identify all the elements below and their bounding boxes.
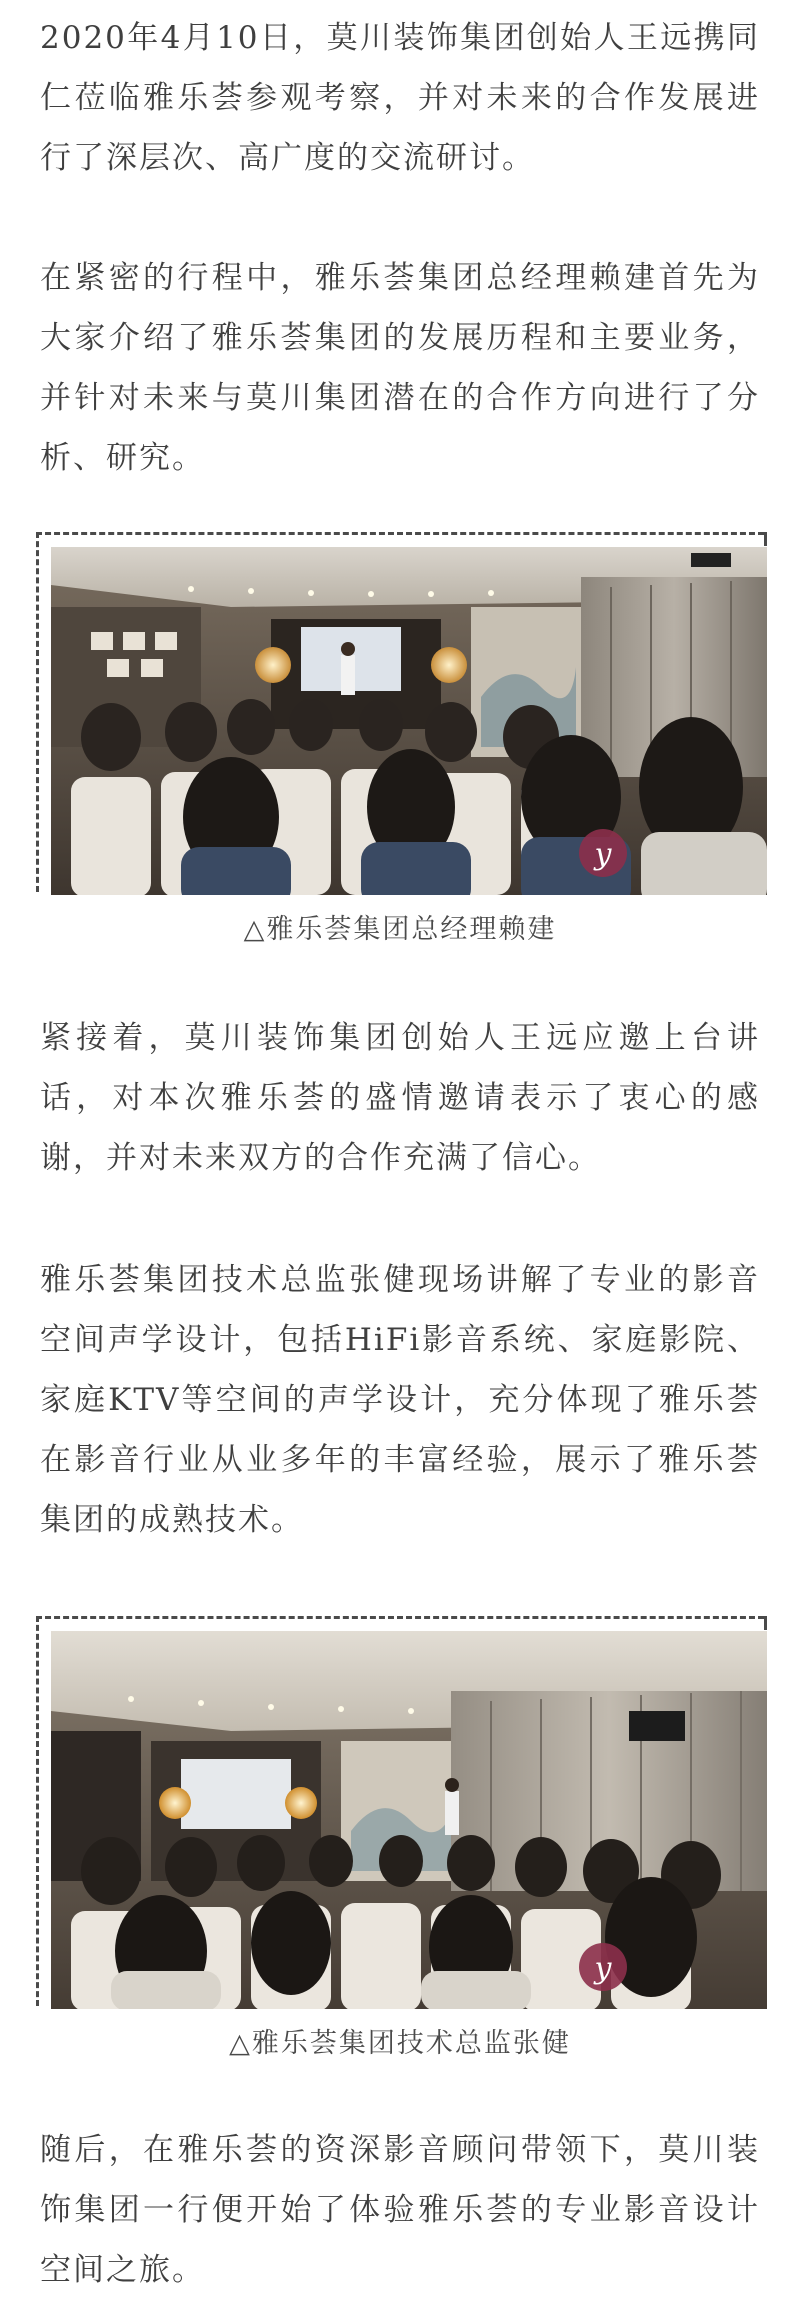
photo-technical-director-presentation bbox=[51, 1631, 767, 2009]
meeting-room-scene-1 bbox=[51, 547, 767, 895]
watermark-logo-letter: y bbox=[594, 837, 612, 872]
photo-caption-technical-director: △雅乐荟集团技术总监张健 bbox=[229, 2028, 571, 2059]
paragraph-intro: 2020年4月10日，莫川装饰集团创始人王远携同仁莅临雅乐荟参观考察，并对未来的合作发展进行了深层次、高广度的交流研讨。 bbox=[40, 20, 760, 176]
meeting-room-scene-2 bbox=[51, 1631, 767, 2009]
paragraph-experience-tour: 随后，在雅乐荟的资深影音顾问带领下，莫川装饰集团一行便开始了体验雅乐荟的专业影音设计空间之旅。 bbox=[40, 2132, 760, 2288]
photo-caption-general-manager: △雅乐荟集团总经理赖建 bbox=[243, 914, 557, 945]
watermark-logo-letter: y bbox=[594, 1951, 612, 1986]
photo-frame-1 bbox=[36, 532, 764, 892]
paragraph-gm-introduction: 在紧密的行程中，雅乐荟集团总经理赖建首先为大家介绍了雅乐荟集团的发展历程和主要业务，并针对未来与莫川集团潜在的合作方向进行了分析、研究。 bbox=[40, 260, 760, 476]
paragraph-technical-director: 雅乐荟集团技术总监张健现场讲解了专业的影音空间声学设计，包括HiFi影音系统、家庭影院、家庭KTV等空间的声学设计，充分体现了雅乐荟在影音行业从业多年的丰富经验，展示了雅乐荟集团的成熟技术。 bbox=[40, 1262, 760, 1538]
photo-general-manager-presentation bbox=[51, 547, 767, 895]
photo-frame-2 bbox=[36, 1616, 764, 2006]
paragraph-founder-speech: 紧接着，莫川装饰集团创始人王远应邀上台讲话，对本次雅乐荟的盛情邀请表示了衷心的感谢，并对未来双方的合作充满了信心。 bbox=[40, 1020, 760, 1176]
